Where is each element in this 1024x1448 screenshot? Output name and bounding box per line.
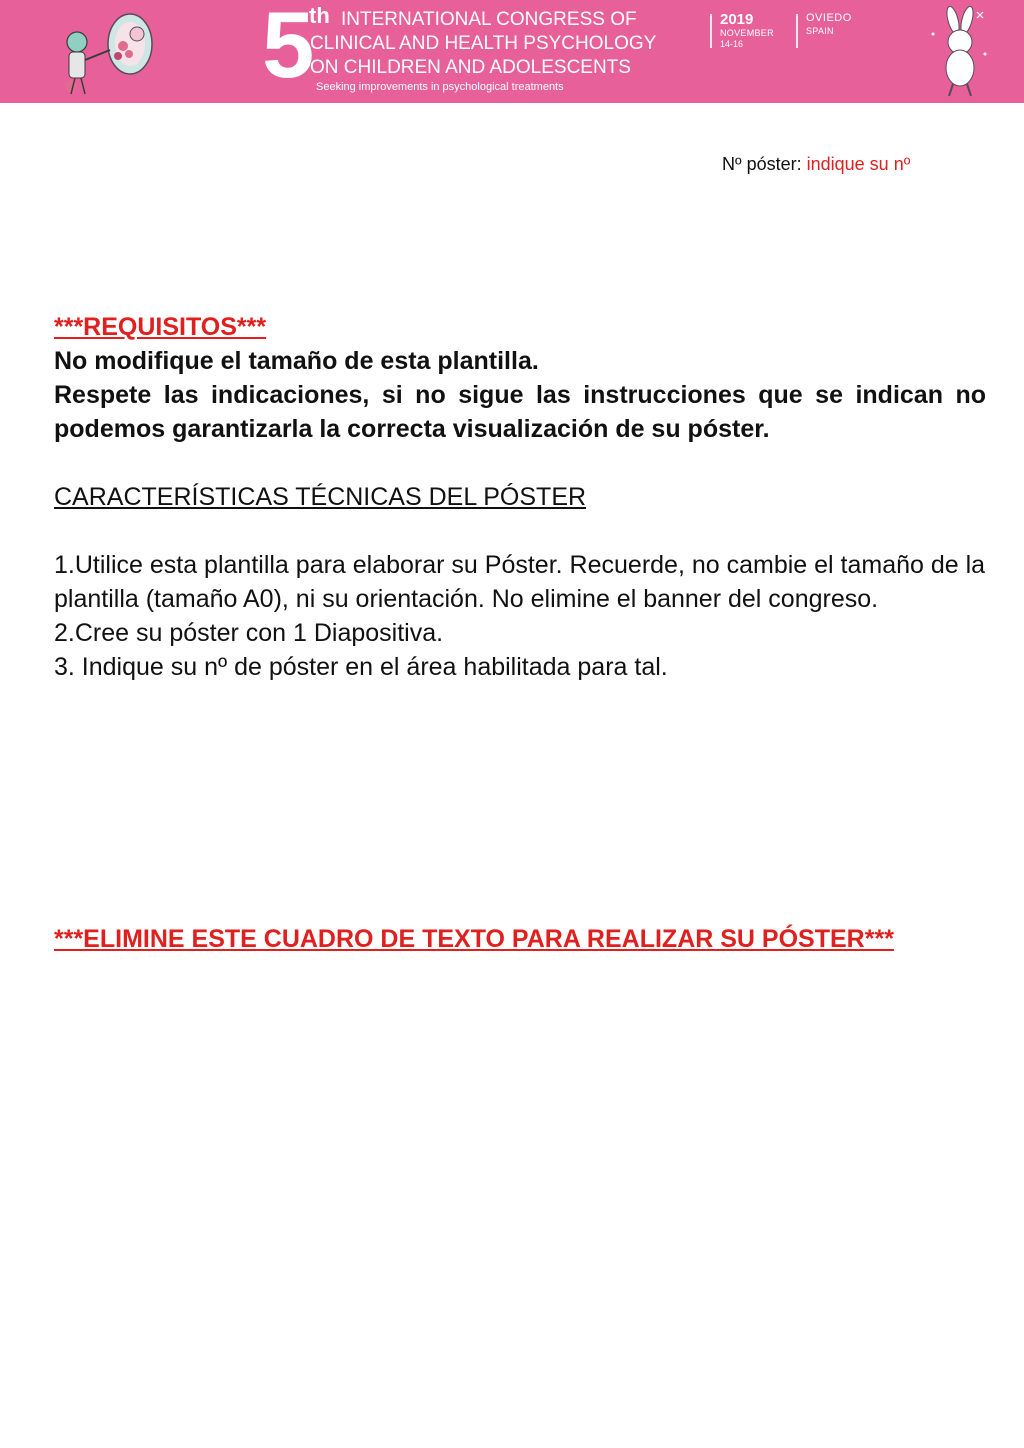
congress-banner <box>0 0 1024 103</box>
congress-title-line-1: INTERNATIONAL CONGRESS OF <box>341 9 637 30</box>
congress-title-line-2: CLINICAL AND HEALTH PSYCHOLOGY <box>310 33 657 54</box>
banner-divider <box>710 14 712 48</box>
child-with-flowers-illustration-icon <box>55 4 165 100</box>
congress-city: OVIEDO <box>806 12 852 24</box>
technical-section-title: CARACTERÍSTICAS TÉCNICAS DEL PÓSTER <box>54 483 587 511</box>
delete-textbox-note: ***ELIMINE ESTE CUADRO DE TEXTO PARA REALIZAR SU PÓSTER*** <box>54 925 894 953</box>
instruction-item: 1.Utilice esta plantilla para elaborar su Póster. Recuerde, no cambie el tamaño de la plantilla (tamaño A0), ni su orientación. No elimine el banner del congreso. <box>54 551 986 613</box>
congress-country: SPAIN <box>806 26 834 36</box>
congress-year: 2019 <box>720 11 754 28</box>
instruction-item: 2.Cree su póster con 1 Diapositiva. <box>54 619 444 647</box>
requirements-title: ***REQUISITOS*** <box>54 313 267 341</box>
congress-tagline: Seeking improvements in psychological treatments <box>316 81 564 93</box>
spacer <box>54 446 986 480</box>
requirements-line-1: No modifique el tamaño de esta plantilla. <box>54 347 539 375</box>
congress-month: NOVEMBER <box>720 28 774 38</box>
congress-edition-suffix: th <box>309 3 330 28</box>
final-note <box>54 922 986 956</box>
requirements-text-box <box>54 310 986 684</box>
instruction-item: 3. Indique su nº de póster en el área habilitada para tal. <box>54 653 668 681</box>
congress-days: 14-16 <box>720 39 744 49</box>
poster-number-field <box>722 154 910 176</box>
banner-divider <box>796 14 798 48</box>
spacer <box>54 514 986 548</box>
poster-number-label: Nº póster: <box>722 154 802 174</box>
requirements-line-2: Respete las indicaciones, si no sigue las instrucciones que se indican no podemos garantizarla la correcta visualización de su póster. <box>54 381 986 443</box>
poster-number-value: indique su nº <box>806 154 911 174</box>
congress-title-line-3: ON CHILDREN AND ADOLESCENTS <box>310 57 631 78</box>
rabbit-illustration-icon <box>925 4 995 100</box>
congress-edition-number: 5 <box>262 0 313 97</box>
